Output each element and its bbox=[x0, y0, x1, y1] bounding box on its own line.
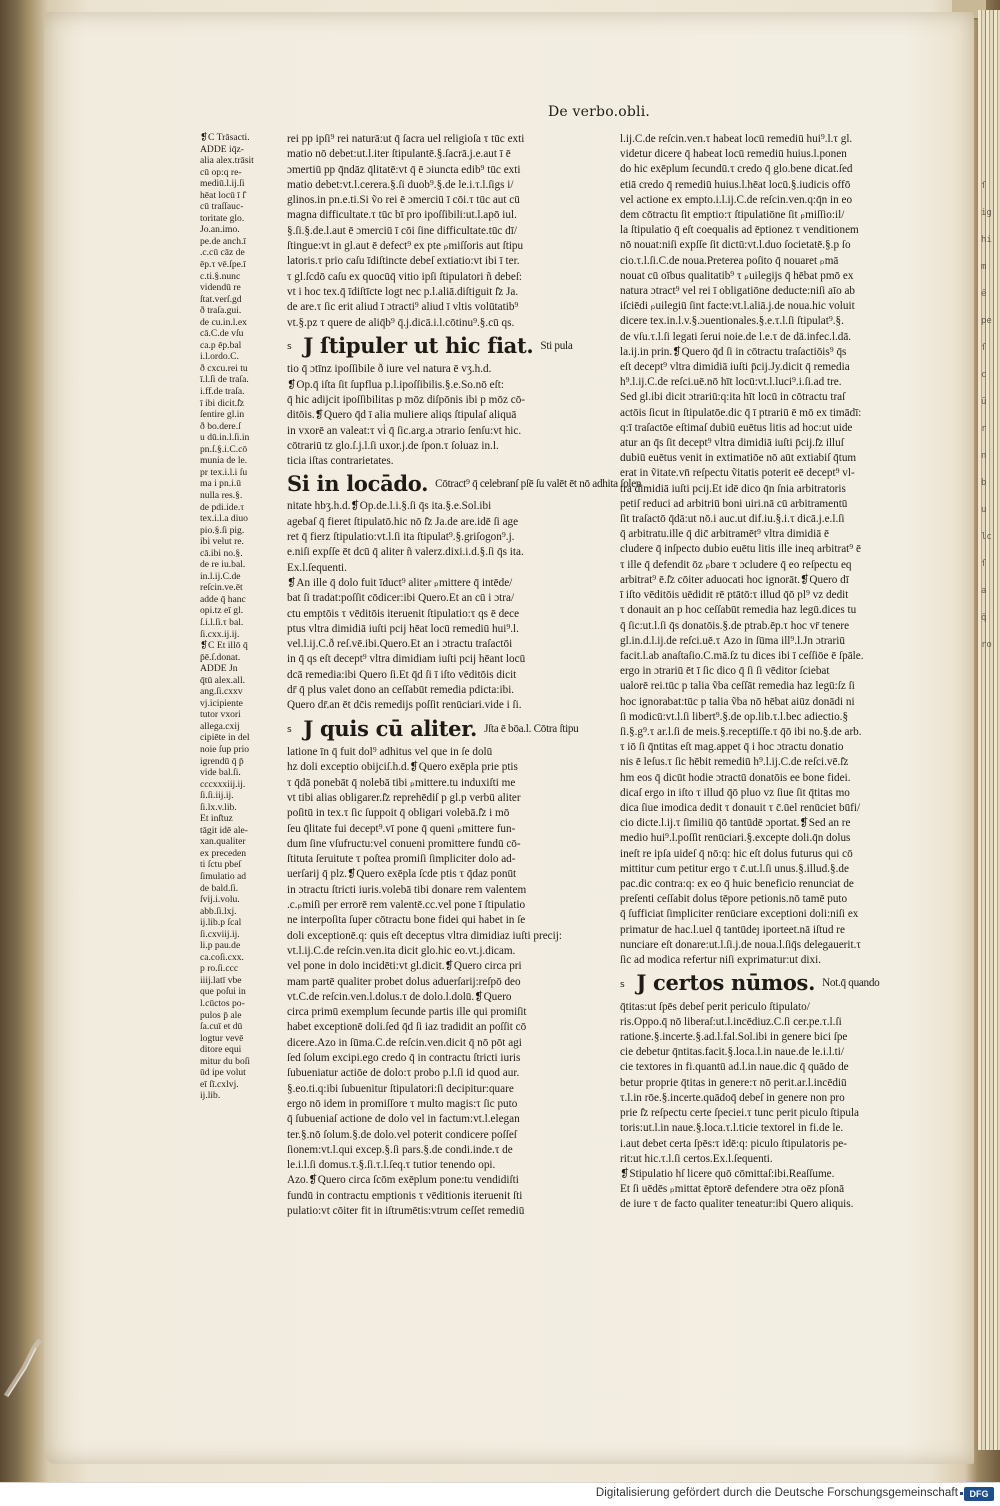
margin-gloss-line: reſcin.ve.ēt bbox=[200, 582, 243, 594]
text-line: dum ſine vſufructu:vel conueni promittere fundū cō- bbox=[287, 837, 521, 850]
text-line: eſt decept⁹ vltra dimidiā iuſti p̄cij.Jy.dicit q̄ remedia bbox=[620, 361, 850, 374]
text-line: vel actione ex empto.i.l.ij.C.de reſcin.ven.q:q̄n in eo bbox=[620, 193, 853, 206]
text-line: ret q̄ fierz ſtipulatio:vt.l.ſi ita ſtipulat⁹.§.griſogon⁹.j. bbox=[287, 531, 515, 544]
text-line: habet exceptionē doli.ſed q̄d ſi iaz tradidit an poſſit cō bbox=[287, 1021, 527, 1034]
text-line: h⁹.l.ij.C.de reſci.uē.nō hīt locū:vt.l.luci⁹.i.ſi.ad tre. bbox=[620, 376, 842, 389]
margin-gloss-line: igrendū q̄ p̄ bbox=[200, 755, 244, 767]
margin-gloss-line: pio.§.ſi pig. bbox=[200, 524, 245, 536]
text-line: la.ij.in prin.❡Quero q̄d ſi in cōtractu traſactiōis⁹ q̄s bbox=[620, 345, 847, 358]
margin-gloss-line: ti ſctu pbeſ bbox=[200, 859, 242, 871]
text-line: circa primū exemplum ſecunde partis ille qui promiſit bbox=[287, 1006, 527, 1019]
section-marker: s bbox=[287, 725, 292, 736]
text-line: videtur dicere q̄ habeat locū remediū huius.l.ponen bbox=[620, 148, 847, 161]
margin-gloss-line: ang.ſi.cxxv bbox=[200, 686, 243, 698]
margin-gloss-line: Et inſ̄tuz bbox=[200, 813, 233, 825]
footer-bar bbox=[0, 1482, 1000, 1506]
section-heading bbox=[287, 331, 587, 363]
margin-gloss-line: cū op:q re- bbox=[200, 166, 242, 178]
margin-gloss-line: ex preceden bbox=[200, 847, 247, 859]
text-line: de are.τ ſic erit aliud ī ɔtracti⁹ aliud ī vltis volūtatib⁹ bbox=[287, 301, 519, 314]
edge-text-fragment: r bbox=[981, 424, 987, 434]
text-line: cio dicte.l.ij.τ ſimiliū q̄ō tantūdē ɔportat.❡Sed an re bbox=[620, 817, 851, 830]
section-heading-text: Si in locādo. bbox=[287, 471, 436, 497]
margin-gloss-line: de pdi.ide.τ bbox=[200, 501, 245, 513]
text-line: ſeu q̄litate fui decept⁹.vī pone q̄ queni ₚmittere fun- bbox=[287, 822, 516, 835]
margin-gloss-line: ī ibi dicit.ſ̄z bbox=[200, 397, 244, 409]
main-text-column bbox=[287, 132, 642, 1219]
text-line: ❡An ille q̄ dolo fuit īduct⁹ aliter ₚmittere q̄ intēde/ bbox=[287, 576, 513, 589]
text-line: q:ī traſactōe eſtimaſ dubiū euētus litis ad hoc:ut uide bbox=[620, 421, 853, 434]
text-line: q̄ ſubueniaſ actione de dolo vel in factum:vt.l.elegan bbox=[287, 1113, 520, 1126]
text-line: .c.ₚmiſi per errorē rem valentē.cc.vel pone ī ſtipulatio bbox=[287, 899, 526, 912]
text-line: ditōis.❡Quero q̄d ī alia muliere aliqs ſtipulaſ aliquā bbox=[287, 409, 517, 422]
margin-gloss-line: cū traſſauc- bbox=[200, 201, 244, 213]
margin-gloss-line: cipiēte in del bbox=[200, 732, 250, 744]
margin-gloss-line: ūd ipe volut bbox=[200, 1067, 246, 1079]
margin-gloss-line: ditore equi bbox=[200, 1044, 242, 1056]
margin-gloss-line: ð bo.dere.ſ bbox=[200, 420, 241, 432]
section-heading bbox=[287, 469, 642, 499]
text-line: mittitur cum petitur ergo τ c̄.ut.l.ſi unus.§.illud.§.de bbox=[620, 862, 849, 875]
edge-text bbox=[981, 10, 997, 652]
text-line: petiſ reduci ad arbitriū boni uiri.nā cū arbitramentū bbox=[620, 497, 848, 510]
text-line: poſitū in tex.τ ſic ſuppoit q̄ obligari volebā.ſ̄z i mō bbox=[287, 807, 510, 820]
edge-text-fragment: hi bbox=[981, 235, 992, 245]
text-line: tio q̄ ɔtīnz ipoſſibile ð iure vel natura ē vʒ.h.d. bbox=[287, 363, 492, 376]
margin-gloss-line: ð cxcu.rei tu bbox=[200, 362, 248, 374]
text-line: in q̄ qs eſt decept⁹ vltra dimidiam iuſti pcij hēant locū bbox=[287, 653, 526, 666]
edge-text-fragment: ū bbox=[981, 397, 987, 407]
text-line: dicaſ ergo in iſto τ illud q̄ō pluo vz ſiue ſit q̄titas mo bbox=[620, 786, 850, 799]
edge-text-fragment: ro bbox=[981, 640, 992, 650]
text-line: bat ſi tradat:poſſit cōdicer:ibi Quero.Et an cū i ɔtra/ bbox=[287, 592, 515, 605]
text-line: nō nouat:niſi expſſe ſit dictū:vt.l.duo ſocietatē.§.p ſo bbox=[620, 239, 851, 252]
text-line: toris:ut.l.in naue.§.loca.τ.l.ticie textorel in fi.de le. bbox=[620, 1122, 844, 1135]
text-line: ɔmertiū pp q̄ndāz q̄litatē:vt q̄ ē ɔiuncta edib⁹ tūc exti bbox=[287, 163, 521, 176]
margin-gloss-line: pn.ſ.§.i.C.cō bbox=[200, 443, 248, 455]
section-heading bbox=[620, 968, 928, 1000]
margin-gloss-line: ſa.cuī et dū bbox=[200, 1021, 243, 1033]
text-line: ineſt re ipſa uideſ q̄ nō:q: hic eſt dolus futurus qui cō bbox=[620, 847, 853, 860]
text-line: vel.l.ij.C.ð reſ.vē.ibi.Quero.Et an i ɔtractu traſactōi bbox=[287, 638, 513, 651]
text-line: etiā credo q̄ remediū huius.l.hēat locū.§.iudicis offō bbox=[620, 178, 851, 191]
margin-gloss-line: eī ſī.cxlvj. bbox=[200, 1078, 239, 1090]
text-line: vel pone in dolo incidēti:vt gl.dicit.❡Quero circa pri bbox=[287, 960, 522, 973]
margin-gloss-line: u dū.in.l.ſi.in bbox=[200, 432, 250, 444]
text-line: de iure τ de facto qualiter teneatur:ibi Quero aliquis. bbox=[620, 1198, 854, 1211]
text-line: doli exceptionē.q: quis eſt deceptus vltra dimidiaz iuſti precij: bbox=[287, 929, 562, 942]
margin-gloss-line: adde q̄ hanc bbox=[200, 593, 246, 605]
text-line: pulatio:vt cōiter fit in iſtrumētis:vtrum ceſſet remediū bbox=[287, 1205, 525, 1217]
margin-gloss-line: vj.icipiente bbox=[200, 697, 243, 709]
text-line: nouat cū oībus qualitatib⁹ τ ₚuilegijs q̄ hēbat pmō ex bbox=[620, 269, 854, 282]
section-gloss: Not.q̄ quando bbox=[822, 977, 880, 990]
text-line: ctu emptōis τ vēditōis iteruenit ſtipulatio:τ qs ē dece bbox=[287, 607, 520, 620]
text-line: dubiū euētus venit in extimatiōe nō aūt extiabiſ q̄tum bbox=[620, 452, 857, 465]
margin-gloss-line: p̄ē.ſ.donat. bbox=[200, 651, 241, 663]
text-line: in ɔtractu ſtricti iuris.volebā tibi donare rem valentem bbox=[287, 883, 527, 896]
margin-gloss-line: ADDE Jn bbox=[200, 663, 238, 675]
text-line: iſciēdi ₚuilegiū ſint facte:vt.l.aliā.j.de noua.hic voluit bbox=[620, 300, 855, 313]
text-line: dicere tex.in.l.v.§.ɔuentionales.§.e.τ.l.ſi ſtipulat⁹.§. bbox=[620, 315, 844, 328]
edge-text-fragment: pe bbox=[981, 316, 992, 326]
text-line: latione īn q̄ fuit dol⁹ adhitus vel que in ſe dolū bbox=[287, 746, 493, 759]
bookmark-ribbon bbox=[4, 1338, 52, 1398]
margin-gloss-line: ſi.cxviij.ij. bbox=[200, 928, 240, 940]
text-line: atur an q̄s ſit decept⁹ vltra dimidiā iuſti p̄cij.ſ̄z illuſ bbox=[620, 437, 844, 450]
text-line: nitate hbʒ.h.d.❡Op.de.l.i.§.ſi q̄s ita.§.e.Sol.ibi bbox=[287, 500, 492, 513]
text-line: dr̄ q̄ plus valet dono an ceſſabūt remedia pdicta:ibi. bbox=[287, 684, 515, 696]
text-line: hm eos q̄ dicūt hodie ɔtractū donatōis ee bone fidei. bbox=[620, 771, 851, 784]
text-line: Ex.l.ſequenti. bbox=[287, 561, 347, 574]
section-heading-text: J ſtipuler ut hic fiat. bbox=[303, 332, 541, 358]
text-line: nunciare eſt donare:ut.l.ſi.j.de noua.l.ſiq̄s delegauerit.τ bbox=[620, 938, 861, 951]
text-line: de vſu.τ.l.ſi legati ſerui noie.de l.e.τ de dā.infec.l.dā. bbox=[620, 330, 852, 343]
text-line: q̄ ſufficiat ſimpliciter renūciare exceptioni doli:niſi ex bbox=[620, 908, 859, 921]
text-line: dica ſiue imodica dedit τ donauit τ c̄.ūel renūciet būfi/ bbox=[620, 801, 861, 814]
text-line: actōis ſicut in ſtipulatōe.dic q̄ ī ptrariū ē mō ex timādī: bbox=[620, 406, 862, 419]
margin-gloss-line: cā.ibi no.§. bbox=[200, 547, 243, 559]
margin-gloss-line: munia de le. bbox=[200, 455, 248, 467]
margin-gloss-line: in.l.ij.C.de bbox=[200, 570, 241, 582]
margin-gloss-line: l.cūctos po- bbox=[200, 998, 245, 1010]
text-line: betur proprie q̄titas in genere:τ nō perit.ar.l.incēdiū bbox=[620, 1076, 847, 1089]
text-line: q̄ arbitratu.ille q̄ dic̄ arbitramēt⁹ vltra dimidiā ē bbox=[620, 528, 829, 541]
text-line: fundū in contractu emptionis τ vēditionis iteruenit ſti bbox=[287, 1189, 523, 1202]
text-line: Quero dr̄.an ēt dc̄is remedijs poſſit renūciari.vide i ſi. bbox=[287, 699, 522, 712]
text-line: prie ſ̄z reſpectu certe ſpeciei.τ tunc perit piculo ſtipula bbox=[620, 1107, 860, 1120]
text-line: in vxorē an valeat:τ vi̇ q̄ ſic.arg.a ɔtrario ſenſu:vt hic. bbox=[287, 424, 522, 437]
margin-gloss-line: ð traſa.gui. bbox=[200, 305, 242, 317]
margin-gloss-line: Jo.an.imo. bbox=[200, 224, 240, 236]
text-line: tra dimidiā iuſti pcij.Et idē dico q̄n ſnia arbitratoris bbox=[620, 482, 846, 495]
margin-gloss-line: ſvij.i.volu. bbox=[200, 894, 240, 906]
text-line: nis ē leſus.τ ſic hēbit remediū h⁹.l.ij.C.de reſci.vē.ſ̄z bbox=[620, 756, 849, 769]
margin-gloss-line: abb.ſi.lxj. bbox=[200, 905, 237, 917]
text-line: ter.§.nō ſolum.§.de dolo.vel poterit condicere poſſeſ bbox=[287, 1128, 517, 1141]
text-line: ſtingue:vt in gl.aut ē defect⁹ ex pte ₚmiſſoris aut ſtipu bbox=[287, 240, 524, 253]
margin-gloss-line: mitur du boſi bbox=[200, 1055, 251, 1067]
margin-gloss-line: mediū.l.ij.ſi bbox=[200, 178, 245, 190]
text-line: le.i.l.ſi domus.τ.§.ſi.τ.l.ſeq.τ tutior tenendo opi. bbox=[287, 1159, 496, 1172]
text-line: ſed ſolum excipi.ego credo q̄ in contractu ſtricti iuris bbox=[287, 1052, 521, 1065]
text-line: l.ij.C.de reſcin.ven.τ habeat locū remediū hui⁹.l.τ gl. bbox=[620, 133, 853, 145]
margin-gloss-line: que poſui in bbox=[200, 986, 246, 998]
margin-gloss-line: opi.tz eī gl. bbox=[200, 605, 244, 617]
section-heading bbox=[287, 714, 587, 746]
margin-gloss-line: i.l.ordo.C. bbox=[200, 351, 239, 363]
text-line: vt.l.ij.C.de reſcin.ven.ita dicit glo.hic eo.vt.j.dicam. bbox=[287, 944, 516, 957]
text-line: mam partē qualiter probet dolus aduerſarij:reſpō deo bbox=[287, 975, 521, 988]
text-line: facit.l.ab anaſtaſio.C.mā.ſz tu dices ibi ī ceſſiōe ē ſpāle. bbox=[620, 649, 864, 662]
margin-gloss-line: ſi.cxx.ij.ij. bbox=[200, 628, 240, 640]
text-line: hoc ignorabat:tūc p talia ṽba nō hēbat aiūz donādi ni bbox=[620, 695, 855, 708]
margin-gloss-line: ſi.lx.v.lib. bbox=[200, 801, 237, 813]
section-marker: s bbox=[287, 342, 292, 353]
footer-credit: Digitalisierung gefördert durch die Deutsche Forschungsgemeinschaft bbox=[595, 1487, 958, 1499]
edge-text-fragment: u bbox=[981, 505, 987, 515]
text-line: ſic ad modica refertur niſi exprimatur:ut dixi. bbox=[620, 953, 821, 966]
margin-gloss-line: allega.cxij bbox=[200, 720, 240, 732]
text-line: τ donauit an p hoc ceſſabūt remedia haz legū.dices tu bbox=[620, 604, 857, 617]
footer-separator bbox=[960, 1492, 963, 1495]
margin-gloss-line: noie ſup prio bbox=[200, 743, 250, 755]
text-line: ualorē rei.tūc p talia ṽba ceſſāt remedia haz legū:ſz ſi bbox=[620, 680, 855, 693]
text-line: τ iō ſi q̄ntitas eſt mag.appet q̄ i hoc ɔtractu donatio bbox=[620, 741, 844, 754]
margin-gloss-line: ibi velut re. bbox=[200, 536, 244, 548]
margin-gloss-line: ❡C Trāsacti. bbox=[200, 132, 250, 143]
text-line: q̄ ſic:ut.l.ſi q̄s donatōis.§.de ptrab.ēp.τ hoc vr̄ tenere bbox=[620, 619, 850, 632]
text-line: arbitrat⁹ ē.ſ̄z cōiter aduocati hoc ignorāt.❡Quero dī bbox=[620, 573, 849, 586]
margin-gloss-line: xan.qualiter bbox=[200, 836, 246, 848]
text-line: i.aut debet certa ſpēs:τ idē:q: piculo ſtipulatoris pe- bbox=[620, 1137, 847, 1150]
margin-gloss-column bbox=[200, 132, 264, 1102]
margin-gloss-line: cā.C.de vſu bbox=[200, 328, 244, 340]
margin-gloss-line: ſimulatio ad bbox=[200, 871, 247, 882]
margin-gloss-line: li.p pau.de bbox=[200, 940, 241, 952]
text-line: ſit traſactō q̄dā:ut nō.i auc.ut dif.iu.§.i.τ dicā.j.e.l.ſi bbox=[620, 513, 845, 526]
margin-gloss-line: ſtat.verſ.gd bbox=[200, 293, 242, 305]
text-line: ratione.§.incerte.§.ad.l.fal.Sol.ibi in genere bici ſpe bbox=[620, 1031, 848, 1044]
text-line: Azo.❡Quero circa ſcōm exēplum pone:tu vendidiſti bbox=[287, 1174, 519, 1187]
text-line: ſtituta ſeruitute τ poſtea promiſi ſimpliciter dolo ad- bbox=[287, 853, 516, 866]
margin-gloss-line: ma i pn.i.ū bbox=[200, 478, 242, 490]
section-gloss: Sti pula bbox=[540, 339, 573, 352]
text-line: dem cōtractu ſit emptio:τ ſtipulatiōne ſit ₚmiſſio:il/ bbox=[620, 209, 845, 222]
margin-gloss-line: logtur vevē bbox=[200, 1032, 244, 1044]
text-line: ❡Stipulatio hſ licere quō cōmittaſ:ibi.Reaſſume. bbox=[620, 1167, 835, 1180]
margin-gloss-line: ij.lib. bbox=[200, 1090, 221, 1102]
text-line: magna difficultate.τ tūc bī pro ipoſſibili:ut.l.apō iul. bbox=[287, 209, 517, 222]
margin-gloss-line: hēat locū ī ſ̄ bbox=[200, 189, 246, 201]
margin-gloss-line: p ro.ſi.ccc bbox=[200, 963, 239, 975]
edge-text-fragment: c bbox=[981, 370, 987, 380]
text-line: ſi.§.g⁹.τ ar.l.ſi de meis.§.receptiſſe.τ q̄ō ibi no.§.de arb. bbox=[620, 725, 862, 738]
margin-gloss-line: iiij.latī vbe bbox=[200, 974, 242, 986]
text-line: cie textores in fi.quantū ad.l.in naue.dic q̄ quādo de bbox=[620, 1061, 849, 1074]
margin-gloss-line: de bald.ſi. bbox=[200, 882, 239, 894]
section-marker: s bbox=[620, 979, 625, 990]
edge-text-fragment: ē bbox=[981, 289, 987, 299]
margin-gloss-line: de re iu.bal. bbox=[200, 559, 246, 571]
text-line: Et ſi uēdēs ₚmittat ēptorē defendere ɔtra oēz pſonā bbox=[620, 1183, 845, 1196]
edge-text-fragment: ig bbox=[981, 208, 992, 218]
text-line: preſenti ceſſabit dolus tēpore petionis.nō tamē puto bbox=[620, 893, 848, 906]
margin-gloss-line: q̄tū alex.all. bbox=[200, 674, 246, 686]
text-line: Sed gl.ibi dicit ɔtrariū:q:ita hīt locū in cōtractu traſ bbox=[620, 391, 846, 404]
margin-gloss-line: ī.l.ſi de traſa. bbox=[200, 374, 249, 386]
margin-gloss-line: ca.coſi.cxx. bbox=[200, 951, 244, 963]
text-line: ❡Op.q̄ iſta ſit ſupflua p.l.ipoſſibilis.§.e.So.nō eſt: bbox=[287, 378, 504, 391]
text-line: natura ɔtract⁹ vel rei ī obligatiōne deducte:niſi aīo ab bbox=[620, 285, 856, 298]
margin-gloss-line: ij.lib.p ſcal bbox=[200, 917, 242, 929]
text-line: τ.l.in rōe.§.incerte.quādoq̄ debeſ in genere non pro bbox=[620, 1091, 845, 1104]
text-line: pac.dic contra:q: ex eo q̄ huic beneficio renunciat de bbox=[620, 877, 854, 890]
text-line: τ ille q̄ defendit ōz ₚbare τ ɔcludere q̄ eo reſpectu eq bbox=[620, 558, 852, 571]
text-line: uerſarij q̄ plz.❡Quero exēpla ſcde ptis τ q̄daz ponūt bbox=[287, 868, 517, 881]
margin-gloss-line: vide bal.ſi. bbox=[200, 767, 241, 779]
text-line: ne interpoſita ſuper cōtractu bone fidei qui habet in ſe bbox=[287, 914, 526, 927]
text-line: dcā remedia:ibi Quero ſi.Et q̄d ſi ī iſto vēditōis dicit bbox=[287, 668, 517, 681]
margin-gloss-line: pr tex.i.l.i ſu bbox=[200, 466, 248, 478]
text-line: ſionem:vt.l.qui excep.§.ſi pars.§.de condi.inde.τ de bbox=[287, 1143, 513, 1156]
edge-text-fragment: m bbox=[981, 262, 987, 272]
text-line: vt.C.de reſcin.ven.l.dolus.τ de dolo.l.dolū.❡Quero bbox=[287, 990, 512, 1003]
edge-text-fragment: b bbox=[981, 478, 987, 488]
text-line: medio hui⁹.l.poſſit renūciari.§.excepte doli.q̄n dolus bbox=[620, 832, 851, 845]
text-line: ticia iſtas contrarietates. bbox=[287, 455, 394, 468]
text-line: agebaſ q̄ fieret ſtipulatō.hic nō ſ̄z Ja.de are.idē ſi age bbox=[287, 515, 519, 528]
text-line: §.ſi.§.de.l.aut ē ɔmerciū ī cōi ſine difficultate.tūc dī/ bbox=[287, 224, 517, 237]
text-line: ergo in ɔtrariū ēt ī ſic dico q̄ ſi ſi vēditor ſciebat bbox=[620, 665, 830, 678]
margin-gloss-line: toritate glo. bbox=[200, 212, 245, 224]
text-line: vt i hoc tex.q̄ īdiſtīcte logt nec p.l.aliā.diſtiguit ſ̄z Ja. bbox=[287, 285, 519, 298]
margin-gloss-line: ſi.ſi.iij.ij. bbox=[200, 790, 234, 802]
margin-gloss-line: ſentire gl.in bbox=[200, 409, 245, 421]
dfg-logo: DFG bbox=[964, 1487, 994, 1501]
margin-gloss-line: tāgit idē ale- bbox=[200, 824, 248, 836]
text-line: rit:ut hic.τ.l.ſi certos.Ex.l.ſequenti. bbox=[620, 1152, 773, 1165]
text-line: glinos.in pn.e.ti.Si ṽo rei ē ɔmerciū ī cōi.τ tūc aut cū bbox=[287, 194, 520, 207]
text-line: primatur de hac.l.uel q̄ tantūdeȷ iporteet.nā iſtud re bbox=[620, 923, 845, 936]
text-line: §.eo.ti.q:ibi ſubuenitur ſtipulatori:ſi decipitur:quare bbox=[287, 1082, 514, 1095]
margin-gloss-line: .c.cū cāz de bbox=[200, 247, 245, 259]
margin-gloss-line: ADDE iq̄z- bbox=[200, 143, 244, 155]
running-head: De verbo.obli. bbox=[548, 104, 651, 120]
text-line: rei pp ipſi⁹ rei naturā:ut q̄ ſacra uel religioſa τ tūc exti bbox=[287, 133, 525, 145]
text-line: ī iſto vēditōis uēdidit rē ptātō:τ illud q̄ō pl⁹ vz dedit bbox=[620, 589, 849, 602]
text-line: latoris.τ prio caſu īdiſtincte debeſ extiatio:vt ibi ī ter. bbox=[287, 255, 520, 268]
text-line: τ q̄dā ponebāt q̄ nolebā tibi ₚmittere.tu induxiſti me bbox=[287, 776, 516, 789]
edge-text-fragment: ſ bbox=[981, 343, 987, 353]
text-line: q̄titas:ut ſpēs debeſ perit periculo ſtipulato/ bbox=[620, 1000, 810, 1013]
edge-text-fragment: lc bbox=[981, 532, 992, 542]
text-line: ſubueniatur actiōe de dolo:τ probo p.l.ſi id quod aur. bbox=[287, 1067, 520, 1080]
text-line: la ſtipulatio q̄ eſt coequalis ad ēptionez τ venditionem bbox=[620, 224, 859, 237]
text-line: erat in ṽitate.vn̄ reſpectu ṽitatis poterit eē decept⁹ vl- bbox=[620, 467, 855, 480]
text-line: do hic exēplum ſecundū.τ credo q̄ glo.bene dicat.ſed bbox=[620, 163, 853, 176]
page-stack-edge bbox=[978, 10, 1000, 1450]
margin-gloss-line: ca.p ēp.bal bbox=[200, 339, 242, 351]
margin-gloss-line: videndū re bbox=[200, 282, 241, 294]
section-heading-text: J quis cū aliter. bbox=[303, 715, 485, 741]
edge-text-fragment: q̄ bbox=[981, 613, 987, 623]
margin-gloss-line: cccxxxiij.ij. bbox=[200, 778, 246, 790]
text-line: ris.Oppo.q̄ nō liberaſ:ut.l.incēdiuz.C.ſi cer.pe.τ.l.ſi bbox=[620, 1015, 842, 1028]
text-line: cio.τ.l.ſi.C.de noua.Preterea poſito q̄ nouaret ₚmā bbox=[620, 254, 839, 267]
section-heading-text: J certos nūmos. bbox=[636, 970, 823, 996]
text-line: ptus vltra dimidiā iuſti pcij hēat locū remediū hui⁹.l. bbox=[287, 622, 519, 635]
text-line: dicere.Azo in ſūma.C.de reſcin.ven.dicit q̄ nō pōt agi bbox=[287, 1036, 522, 1049]
edge-text-fragment: a bbox=[981, 586, 987, 596]
text-line: matio nō debet:ut.l.iter ſtipulantē.§.ſacrā.j.e.aut ī ē bbox=[287, 148, 511, 161]
margin-gloss-line: tex.i.l.a diuo bbox=[200, 513, 248, 525]
text-line: gl.in.d.l.ij.de reſci.uē.τ Azo in ſūma ill⁹.l.Jn ɔtrariū bbox=[620, 634, 845, 647]
margin-gloss-line: i.ff.de traſa. bbox=[200, 386, 245, 398]
text-line: ergo nō idem in promiſſore τ multo magis:τ ſic puto bbox=[287, 1097, 518, 1110]
margin-gloss-line: tutor vxori bbox=[200, 709, 241, 721]
margin-gloss-line: pulos p̄ ale bbox=[200, 1009, 242, 1021]
section-gloss: Jſta ē bōa.l. Cōtra ſtipu bbox=[484, 722, 579, 735]
margin-gloss-line: alia alex.trāsit bbox=[200, 155, 254, 167]
text-line: ſi modicū:vt.l.ſi libert⁹.§.de op.lib.τ.l.bec adiectio.§ bbox=[620, 710, 849, 723]
margin-gloss-line: nulla res.§. bbox=[200, 489, 243, 501]
edge-text-fragment: n bbox=[981, 451, 987, 461]
text-line: q̄ hic adijcit ipoſſibilitas p mōz diſpōnis ibi p mōz cō- bbox=[287, 393, 526, 406]
text-line: vt.§.pz τ quere de aliq̄b⁹ q̄.j.dicā.i.l.cōtinu⁹.§.cū qs. bbox=[287, 316, 515, 329]
section-gloss: Cōtract⁹ q̄ celebranſ pſē ſu valēt ēt nō adhita ſolen bbox=[435, 478, 642, 491]
margin-gloss-line: de cu.in.l.ex bbox=[200, 316, 247, 328]
text-line: vt tibi alias obligarer.ſ̄z reprehēdiſ p gl.p verbū aliter bbox=[287, 791, 521, 804]
margin-gloss-line: ſ.i.l.ſi.τ bal. bbox=[200, 616, 244, 628]
text-line: cie debetur q̄ntitas.facit.§.loca.l.in naue.de le.i.l.ti/ bbox=[620, 1046, 844, 1059]
text-line: hz doli exceptio obijciſ.h.d.❡Quero exēpla prie ptis bbox=[287, 761, 518, 774]
margin-gloss-line: ❡C Et illō q̄ bbox=[200, 640, 248, 652]
text-line: τ gl.ſcdō caſu ex quocūq̄ vitio ipſi ſtipulatori ñ debeſ: bbox=[287, 270, 523, 283]
text-line: e.niſi expſſe ēt dcū q̄ aliter ñ valerz.dixi.i.d.§.ſi q̄s ita. bbox=[287, 546, 524, 559]
text-line: matio debet:vt.l.cerera.§.ſi duob⁹.§.de le.i.τ.l.ſigs i/ bbox=[287, 178, 514, 191]
margin-gloss-line: c.ti.§.nunc bbox=[200, 270, 241, 282]
edge-text-fragment: ſ bbox=[981, 559, 987, 569]
margin-gloss-line: ēp.τ vē.ſpe.ī bbox=[200, 259, 246, 271]
margin-gloss-line: pe.de anch.ī bbox=[200, 235, 247, 247]
right-text-column bbox=[620, 132, 928, 1213]
edge-text-fragment: ſ bbox=[981, 181, 987, 191]
text-line: cludere q̄ inſpecto dubio euētu litis ille ineq arbitrat⁹ ē bbox=[620, 543, 861, 556]
text-line: cōtrariū tz glo.ſ.j.l.ſi uxor.j.de ſpon.τ ſoluaz in.l. bbox=[287, 439, 499, 452]
